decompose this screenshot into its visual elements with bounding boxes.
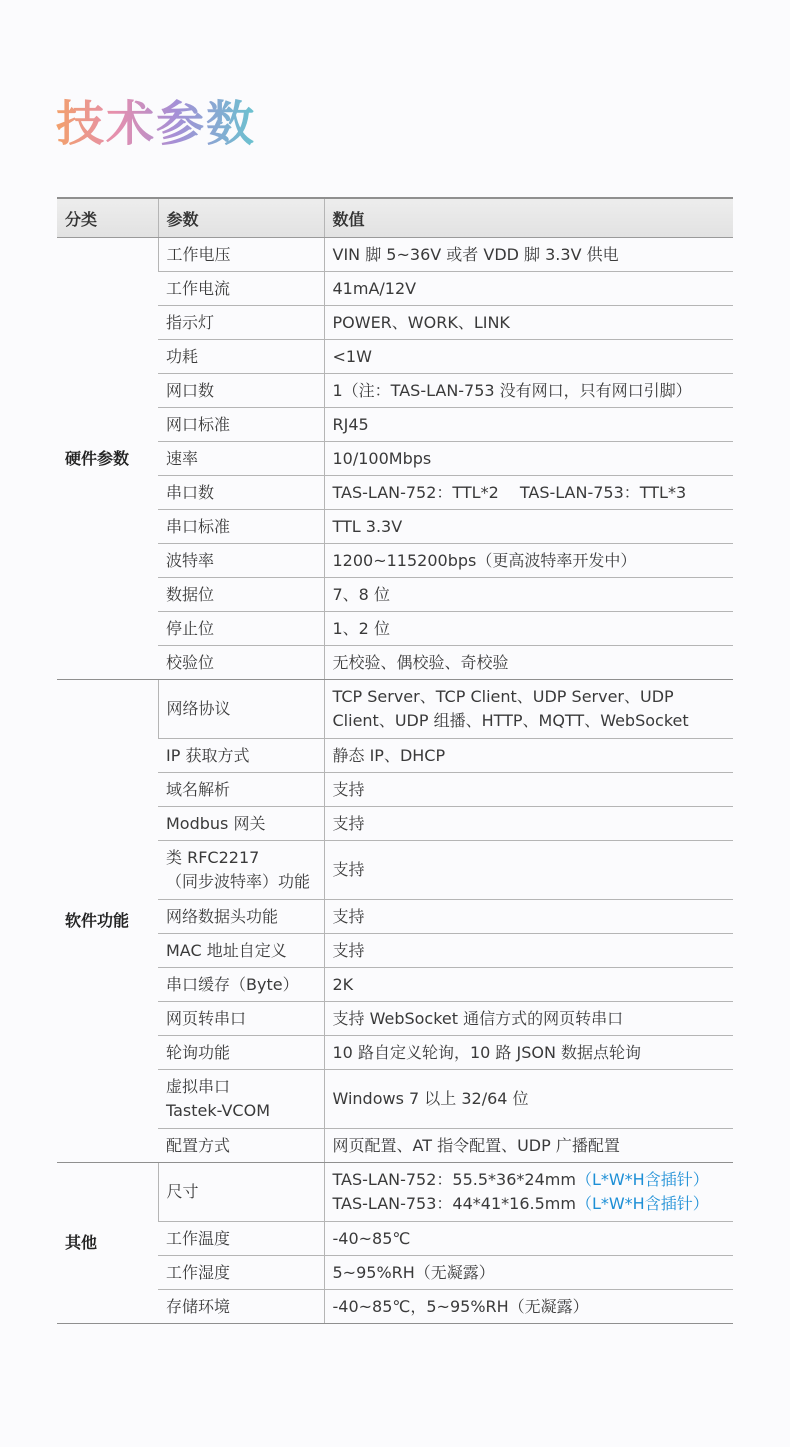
table-row [57, 374, 733, 408]
param-cell: IP 获取方式 [158, 739, 324, 773]
value-cell: VIN 脚 5~36V 或者 VDD 脚 3.3V 供电 [324, 238, 733, 272]
value-line: TCP Server、TCP Client、UDP Server、UDP [332, 687, 674, 706]
table-row [57, 1070, 733, 1129]
param-cell: 波特率 [158, 544, 324, 578]
table-row [57, 442, 733, 476]
value-cell: -40~85℃ [324, 1222, 733, 1256]
value-cell: 7、8 位 [324, 578, 733, 612]
table-row [57, 680, 733, 739]
value-cell: <1W [324, 340, 733, 374]
table-row [57, 306, 733, 340]
param-cell: MAC 地址自定义 [158, 934, 324, 968]
value-line [333, 1168, 726, 1192]
param-cell: 功耗 [158, 340, 324, 374]
param-line: 虚拟串口 [166, 1077, 231, 1096]
param-cell: Modbus 网关 [158, 807, 324, 841]
value-cell: 支持 [324, 841, 733, 900]
value-cell: TTL 3.3V [324, 510, 733, 544]
value-cell: 5~95%RH（无凝露） [324, 1256, 733, 1290]
table-row [57, 612, 733, 646]
table-row [57, 934, 733, 968]
param-cell: 存储环境 [158, 1290, 324, 1324]
table-row [57, 841, 733, 900]
value-cell: 2K [324, 968, 733, 1002]
param-cell: 工作电流 [158, 272, 324, 306]
group-other: 其他 [57, 1163, 158, 1324]
table-row [57, 544, 733, 578]
value-text: TAS-LAN-753：44*41*16.5mm [332, 1194, 576, 1213]
table-row [57, 238, 733, 272]
table-row [57, 510, 733, 544]
value-cell: 支持 [324, 900, 733, 934]
table-row [57, 1002, 733, 1036]
param-cell: 工作电压 [158, 238, 324, 272]
value-cell: 支持 [324, 807, 733, 841]
table-row [57, 408, 733, 442]
header-value: 数值 [324, 198, 733, 238]
table-row [57, 1256, 733, 1290]
param-cell [158, 1070, 324, 1129]
group-software: 软件功能 [57, 680, 158, 1163]
param-cell: 串口缓存（Byte） [158, 968, 324, 1002]
table-row [57, 1129, 733, 1163]
value-cell: 支持 [324, 934, 733, 968]
table-row [57, 1036, 733, 1070]
param-cell: 网络数据头功能 [158, 900, 324, 934]
table-row [57, 807, 733, 841]
value-line: Client、UDP 组播、HTTP、MQTT、WebSocket [332, 711, 689, 730]
param-cell: 工作湿度 [158, 1256, 324, 1290]
table-row [57, 1163, 733, 1222]
table-row [57, 1290, 733, 1324]
param-cell: 网页转串口 [158, 1002, 324, 1036]
value-cell: 1（注：TAS-LAN-753 没有网口，只有网口引脚） [324, 374, 733, 408]
param-cell: 网口数 [158, 374, 324, 408]
param-cell [158, 841, 324, 900]
value-line [333, 1192, 726, 1216]
param-cell: 串口数 [158, 476, 324, 510]
value-cell: 1、2 位 [324, 612, 733, 646]
page-title: 技术参数 [56, 92, 256, 156]
table-header-row [57, 198, 733, 238]
param-cell: 尺寸 [158, 1163, 324, 1222]
spec-table [57, 197, 733, 1324]
param-cell: 指示灯 [158, 306, 324, 340]
table-row [57, 739, 733, 773]
param-cell: 网络协议 [158, 680, 324, 739]
param-cell: 校验位 [158, 646, 324, 680]
value-cell: 支持 [324, 773, 733, 807]
table-row [57, 340, 733, 374]
value-cell: -40~85℃，5~95%RH（无凝露） [324, 1290, 733, 1324]
param-cell: 网口标准 [158, 408, 324, 442]
param-cell: 域名解析 [158, 773, 324, 807]
value-cell: 1200~115200bps（更高波特率开发中） [324, 544, 733, 578]
table-row [57, 476, 733, 510]
table-row [57, 646, 733, 680]
table-row [57, 578, 733, 612]
value-text: TAS-LAN-752：55.5*36*24mm [332, 1170, 576, 1189]
param-cell: 工作温度 [158, 1222, 324, 1256]
value-cell: Windows 7 以上 32/64 位 [324, 1070, 733, 1129]
value-cell: 10 路自定义轮询，10 路 JSON 数据点轮询 [324, 1036, 733, 1070]
table-row [57, 1222, 733, 1256]
param-cell: 停止位 [158, 612, 324, 646]
value-note: （L*W*H含插针） [575, 1194, 709, 1213]
value-cell: 无校验、偶校验、奇校验 [324, 646, 733, 680]
value-cell: TAS-LAN-752：TTL*2 TAS-LAN-753：TTL*3 [324, 476, 733, 510]
value-cell [324, 1163, 733, 1222]
value-cell: 网页配置、AT 指令配置、UDP 广播配置 [324, 1129, 733, 1163]
group-hardware: 硬件参数 [57, 238, 158, 680]
value-cell [324, 680, 733, 739]
value-cell: 支持 WebSocket 通信方式的网页转串口 [324, 1002, 733, 1036]
value-cell: 41mA/12V [324, 272, 733, 306]
header-category: 分类 [57, 198, 158, 238]
value-cell: 10/100Mbps [324, 442, 733, 476]
param-cell: 配置方式 [158, 1129, 324, 1163]
param-line: 类 RFC2217 [166, 848, 260, 867]
param-cell: 数据位 [158, 578, 324, 612]
table-row [57, 773, 733, 807]
param-line: （同步波特率）功能 [166, 872, 311, 891]
table-row [57, 272, 733, 306]
param-cell: 串口标准 [158, 510, 324, 544]
table-row [57, 900, 733, 934]
param-cell: 速率 [158, 442, 324, 476]
table-row [57, 968, 733, 1002]
value-cell: 静态 IP、DHCP [324, 739, 733, 773]
value-cell: RJ45 [324, 408, 733, 442]
value-note: （L*W*H含插针） [575, 1170, 709, 1189]
param-line: Tastek-VCOM [166, 1101, 270, 1120]
value-cell: POWER、WORK、LINK [324, 306, 733, 340]
header-parameter: 参数 [158, 198, 324, 238]
param-cell: 轮询功能 [158, 1036, 324, 1070]
